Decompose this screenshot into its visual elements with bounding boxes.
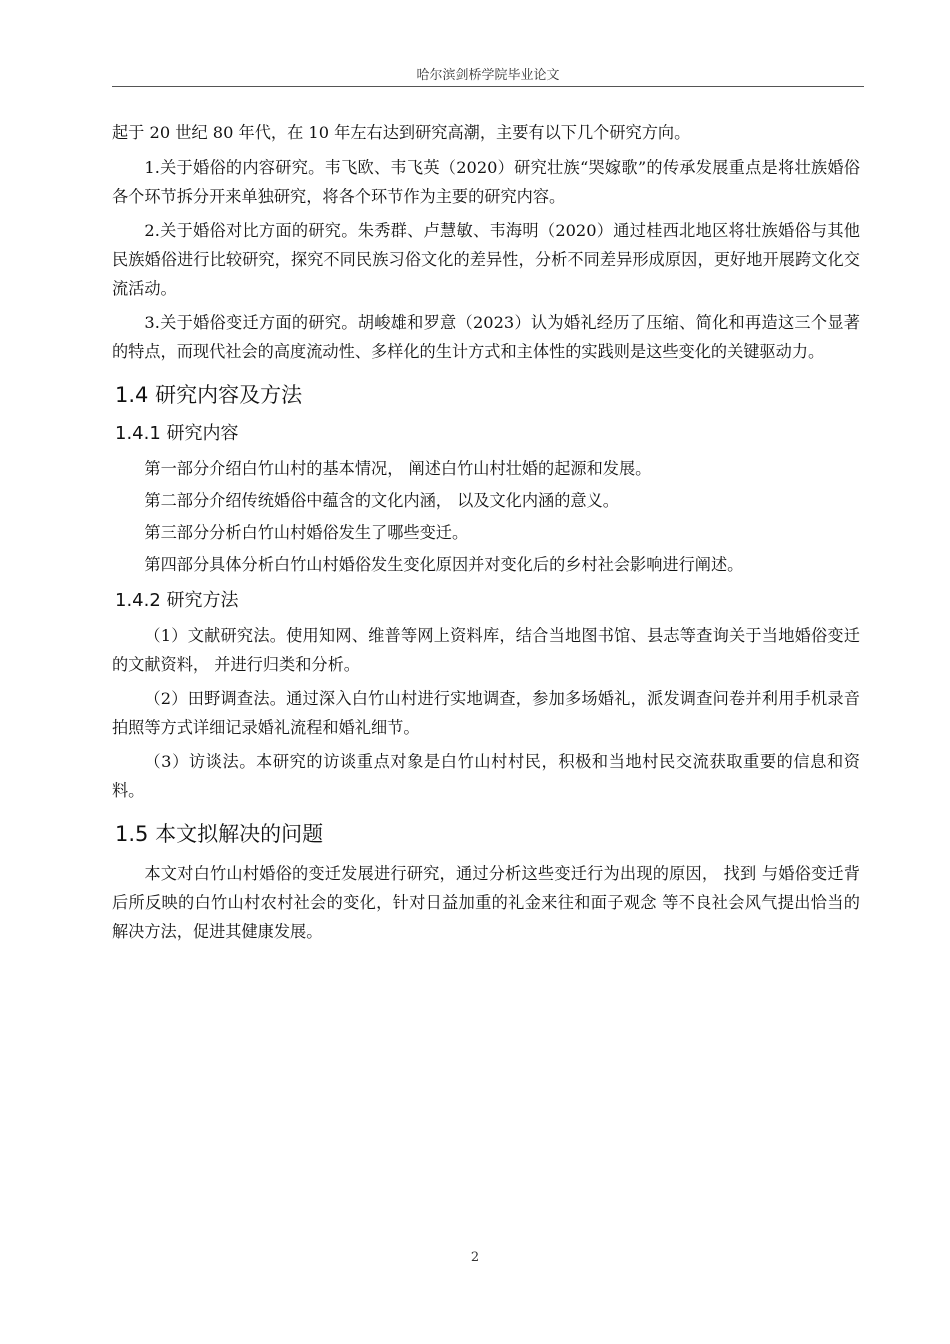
method-interview: （3）访谈法。本研究的访谈重点对象是白竹山村村民，积极和当地村民交流获取重要的信息和资料。 bbox=[112, 752, 860, 800]
subsection-heading-1-4-2: 1.4.2 研究方法 bbox=[115, 590, 239, 611]
header-rule bbox=[112, 86, 864, 87]
research-direction-2: 2.关于婚俗对比方面的研究。朱秀群、卢慧敏、韦海明（2020）通过桂西北地区将壮族婚俗与其他民族婚俗进行比较研究，探究不同民族习俗文化的差异性，分析不同差异形成原因，更好地开展跨文化交流活动。 bbox=[112, 221, 860, 298]
section-heading-1-4: 1.4 研究内容及方法 bbox=[115, 383, 303, 407]
content-part-1: 第一部分介绍白竹山村的基本情况， 阐述白竹山村壮婚的起源和发展。 bbox=[144, 459, 652, 478]
subsection-heading-1-4-1: 1.4.1 研究内容 bbox=[115, 423, 239, 444]
intro-paragraph: 起于 20 世纪 80 年代，在 10 年左右达到研究高潮，主要有以下几个研究方向。 bbox=[112, 123, 691, 142]
method-literature: （1）文献研究法。使用知网、维普等网上资料库，结合当地图书馆、县志等查询关于当地婚俗变迁的文献资料， 并进行归类和分析。 bbox=[112, 626, 860, 674]
section-heading-1-5: 1.5 本文拟解决的问题 bbox=[115, 822, 324, 846]
running-header: 哈尔滨剑桥学院毕业论文 bbox=[416, 68, 560, 83]
content-part-2: 第二部分介绍传统婚俗中蕴含的文化内涵， 以及文化内涵的意义。 bbox=[144, 491, 619, 510]
research-direction-1: 1.关于婚俗的内容研究。韦飞欧、韦飞英（2020）研究壮族“哭嫁歌”的传承发展重点是将壮族婚俗各个环节拆分开来单独研究，将各个环节作为主要的研究内容。 bbox=[112, 158, 860, 206]
page-body bbox=[112, 118, 860, 951]
content-part-3: 第三部分分析白竹山村婚俗发生了哪些变迁。 bbox=[144, 523, 469, 542]
research-direction-3: 3.关于婚俗变迁方面的研究。胡峻雄和罗意（2023）认为婚礼经历了压缩、简化和再造这三个显著的特点，而现代社会的高度流动性、多样化的生计方式和主体性的实践则是这些变化的关键驱动力。 bbox=[112, 313, 860, 361]
page-number: 2 bbox=[470, 1250, 480, 1265]
content-part-4: 第四部分具体分析白竹山村婚俗发生变化原因并对变化后的乡村社会影响进行阐述。 bbox=[144, 555, 744, 574]
method-fieldwork: （2）田野调查法。通过深入白竹山村进行实地调查，参加多场婚礼，派发调查问卷并利用手机录音拍照等方式详细记录婚礼流程和婚礼细节。 bbox=[112, 689, 860, 737]
problem-paragraph: 本文对白竹山村婚俗的变迁发展进行研究，通过分析这些变迁行为出现的原因， 找到 与婚俗变迁背后所反映的白竹山村农村社会的变化，针对日益加重的礼金来往和面子观念 等不良社会风气提出恰当的解决方法，促进其健康发展。 bbox=[112, 864, 860, 941]
